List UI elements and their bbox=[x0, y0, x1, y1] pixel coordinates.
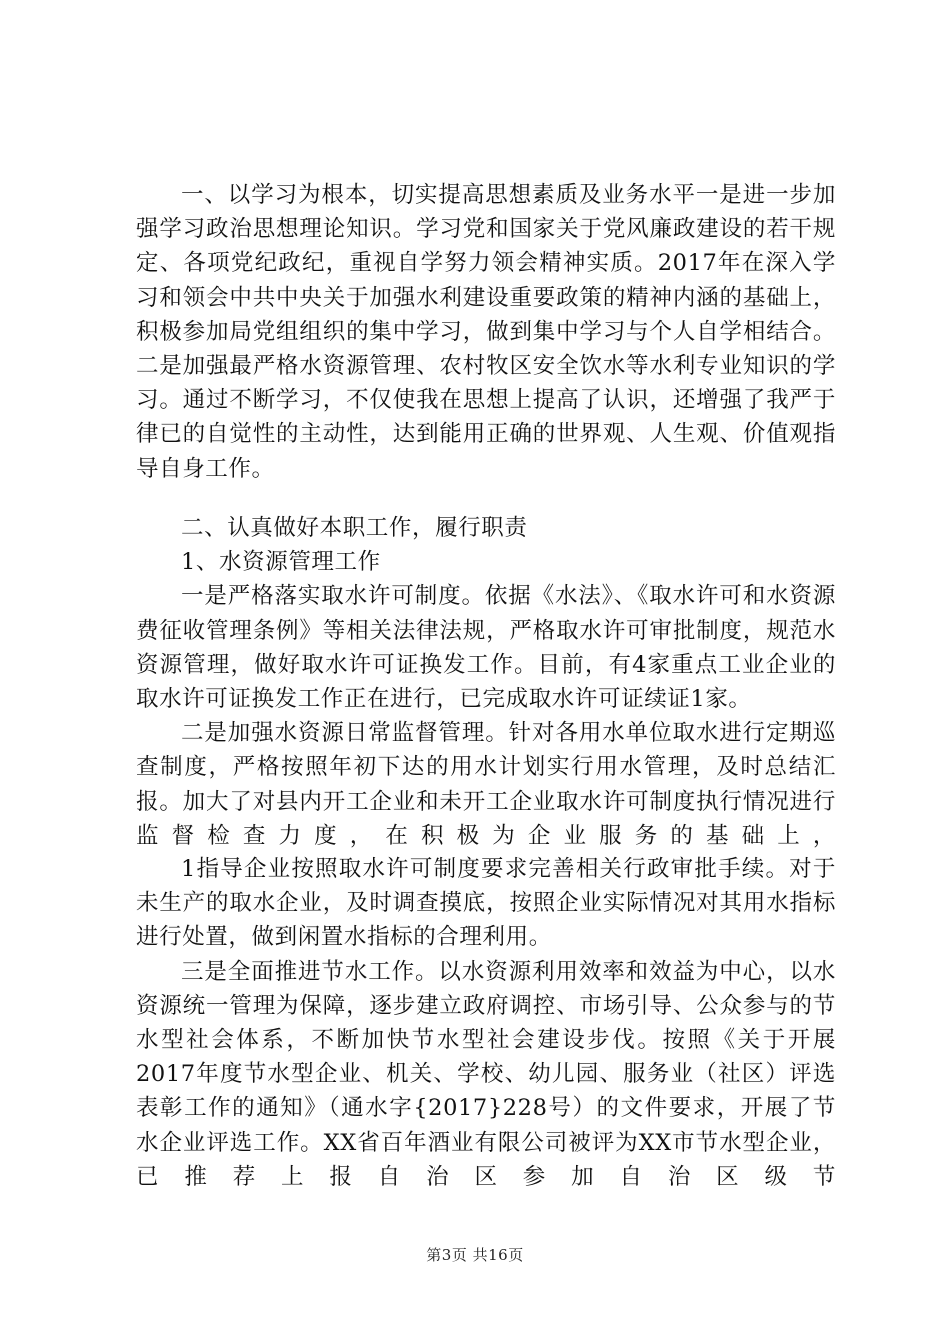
paragraph-water-saving: 三是全面推进节水工作。以水资源利用效率和效益为中心，以水资源统一管理为保障，逐步建立政府调控、市场引导、公众参与的节水型社会体系，不断加快节水型社会建设步伐。按照《关于开展2017年度节水型企业、机关、学校、幼儿园、服务业（社区）评选表彰工作的通知》（通水字{2017}228号）的文件要求，开展了节水企业评选工作。XX省百年酒业有限公司被评为XX市节水型企业，已推荐上报自治区参加自治区级节 bbox=[136, 958, 836, 1190]
section-study bbox=[136, 178, 836, 486]
section-continuation bbox=[136, 852, 836, 1194]
paragraph-water-permit: 一是严格落实取水许可制度。依据《水法》、《取水许可和水资源费征收管理条例》等相关法律法规，严格取水许可审批制度，规范水资源管理，做好取水许可证换发工作。目前，有4家重点工业企业的取水许可证换发工作正在进行，已完成取水许可证续证1家。 bbox=[136, 583, 836, 713]
paragraph-guidance: 1指导企业按照取水许可制度要求完善相关行政审批手续。对于未生产的取水企业，及时调查摸底，按照企业实际情况对其用水指标进行处置，做到闲置水指标的合理利用。 bbox=[136, 856, 836, 951]
page-footer: 第3页 共16页 bbox=[426, 1246, 524, 1264]
heading-duties: 二、认真做好本职工作，履行职责 bbox=[181, 515, 528, 541]
paragraph-supervision: 二是加强水资源日常监督管理。针对各用水单位取水进行定期巡查制度，严格按照年初下达的用水计划实行用水管理，及时总结汇报。加大了对县内开工企业和未开工企业取水许可制度执行情况进行监督检查力度，在积极为企业服务的基础上， bbox=[136, 720, 836, 849]
subheading-water-resources: 1、水资源管理工作 bbox=[181, 549, 381, 576]
paragraph-study: 一、以学习为根本，切实提高思想素质及业务水平一是进一步加强学习政治思想理论知识。学习党和国家关于党风廉政建设的若干规定、各项党纪政纪，重视自学努力领会精神实质。2017年在深入学习和领会中共中央关于加强水利建设重要政策的精神内涵的基础上，积极参加局党组组织的集中学习，做到集中学习与个人自学相结合。二是加强最严格水资源管理、农村牧区安全饮水等水利专业知识的学习。通过不断学习，不仅使我在思想上提高了认识，还增强了我严于律已的自觉性的主动性，达到能用正确的世界观、人生观、价值观指导自身工作。 bbox=[136, 182, 836, 482]
section-duties bbox=[136, 511, 836, 853]
